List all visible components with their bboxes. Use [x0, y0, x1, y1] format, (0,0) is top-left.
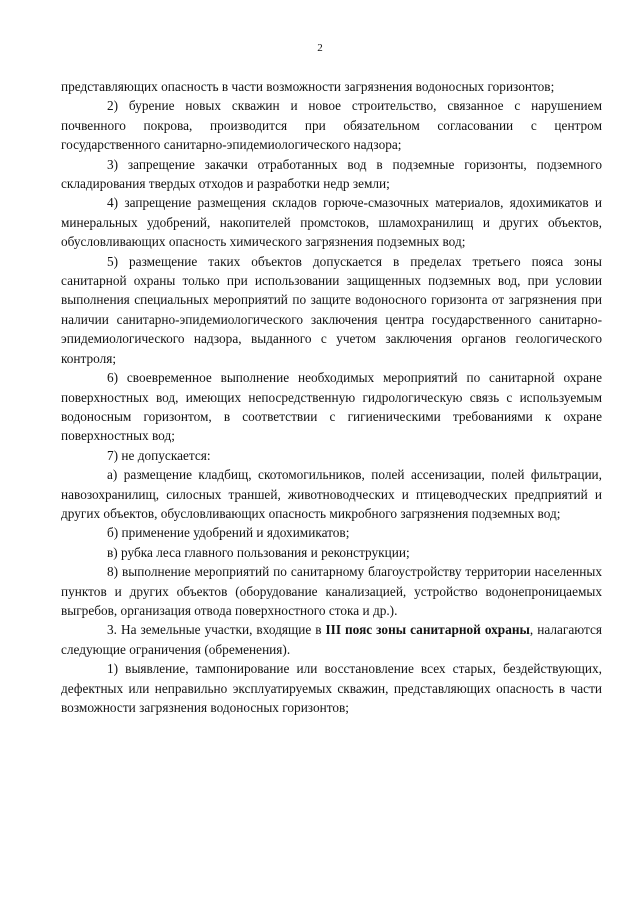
- page-number: 2: [317, 42, 323, 54]
- paragraph-item-5: 5) размещение таких объектов допускается в пределах третьего пояса зоны санитарной охраны только при использовании защищенных подземных вод, при условии выполнения специальных мероприятий по защите водоносного горизонта от загрязнения при наличии санитарно-эпидемиологического заключения центра государственного санитарно-эпидемиологического надзора, выданного с учетом заключения органов геологического контроля;: [61, 253, 602, 366]
- paragraph-section-3: [61, 620, 602, 659]
- paragraph-item-4: 4) запрещение размещения складов горюче-смазочных материалов, ядохимикатов и минеральных удобрений, накопителей промстоков, шламохранилищ и других объектов, обусловливающих опасность химического загрязнения подземных вод;: [61, 195, 602, 250]
- section-3-tail: , налагаются следующие ограничения (обременения).: [61, 622, 602, 657]
- paragraph-item-2: 2) бурение новых скважин и новое строительство, связанное с нарушением почвенного покрова, производится при обязательном согласовании с центром государственного санитарно-эпидемиологического надзора;: [61, 98, 602, 153]
- paragraph-subitem-v: в) рубка леса главного пользования и реконструкции;: [107, 544, 410, 560]
- paragraph-item-3: 3) запрещение закачки отработанных вод в подземные горизонты, подземного складирования твердых отходов и разработки недр земли;: [61, 156, 602, 192]
- document-body: [61, 77, 602, 717]
- paragraph-subitem-b: б) применение удобрений и ядохимикатов;: [107, 525, 350, 541]
- paragraph-item-8: 8) выполнение мероприятий по санитарному благоустройству территории населенных пунктов и других объектов (оборудование канализацией, устройство водонепроницаемых выгребов, организация отвода поверхностного стока и др.).: [61, 564, 602, 618]
- paragraph-subitem-a: а) размещение кладбищ, скотомогильников, полей ассенизации, полей фильтрации, навозохранилищ, силосных траншей, животноводческих и птицеводческих предприятий и других объектов, обусловливающих опасность микробного загрязнения подземных вод;: [61, 467, 602, 521]
- paragraph-item-6: 6) своевременное выполнение необходимых мероприятий по санитарной охране поверхностных вод, имеющих непосредственную гидрологическую связь с используемым водоносным горизонтом, в соответствии с гигиеническими требованиями к охране поверхностных вод;: [61, 370, 602, 444]
- paragraph-continuation: представляющих опасность в части возможности загрязнения водоносных горизонтов;: [61, 79, 555, 94]
- section-3-lead: 3. На земельные участки, входящие в: [107, 622, 326, 638]
- paragraph-item-7: 7) не допускается:: [107, 447, 211, 463]
- paragraph-section-3-item-1: 1) выявление, тампонирование или восстановление всех старых, бездействующих, дефектных или неправильно эксплуатируемых скважин, представляющих опасность в части возможности загрязнения водоносных горизонтов;: [61, 661, 602, 715]
- section-3-bold-zone: III пояс зоны санитарной охраны: [325, 622, 530, 638]
